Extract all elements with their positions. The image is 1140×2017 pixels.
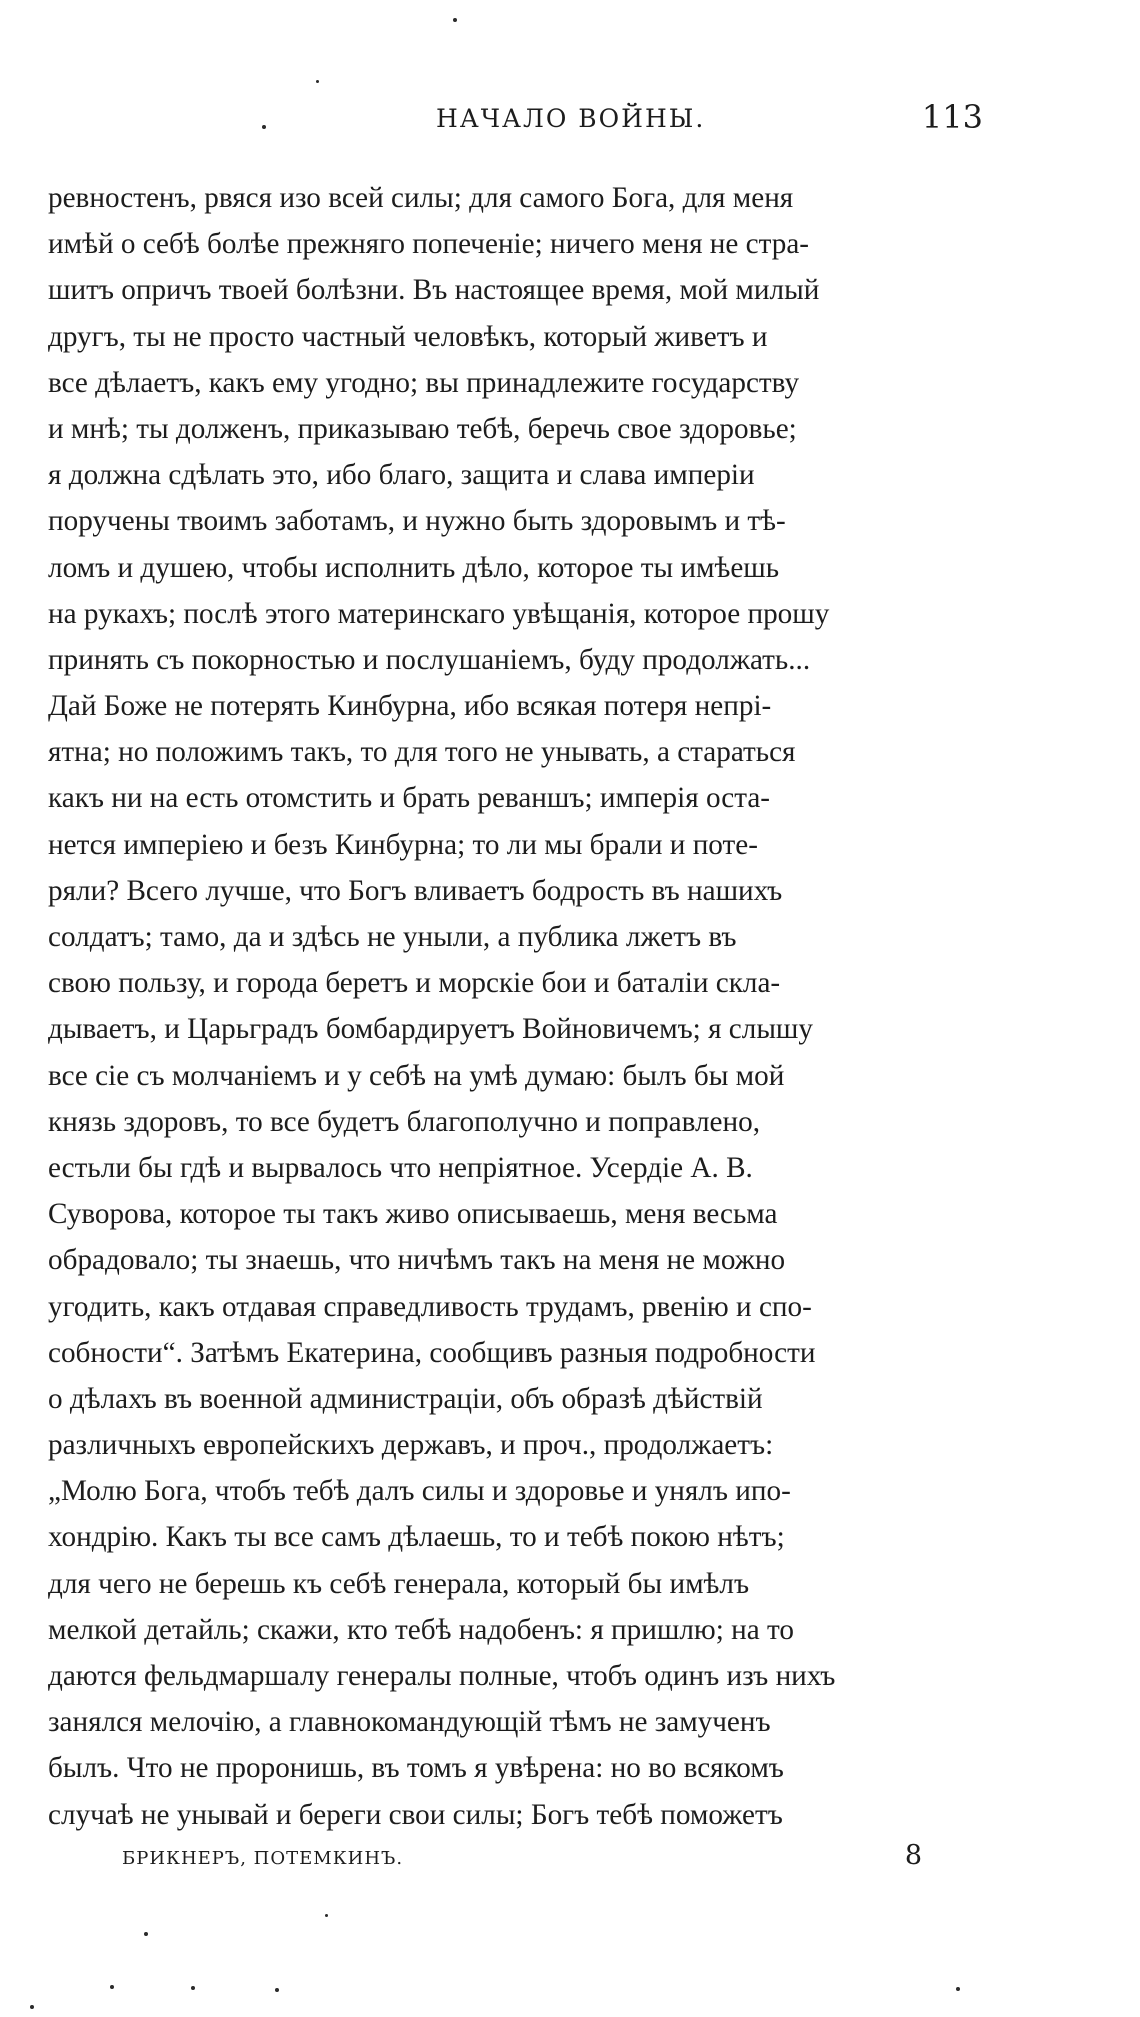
print-speck — [110, 1985, 114, 1989]
print-speck — [275, 1988, 279, 1992]
text-line: о дѣлахъ въ военной администраціи, объ образѣ дѣйствій — [48, 1382, 763, 1415]
print-speck — [30, 2005, 34, 2009]
text-line: принять съ покорностью и послушаніемъ, буду продолжать... — [48, 643, 811, 676]
text-line: шитъ опричъ твоей болѣзни. Въ настоящее время, мой милый — [48, 274, 820, 307]
text-line: другъ, ты не просто частный человѣкъ, который живетъ и — [48, 320, 768, 353]
text-line: ревностенъ, рвяся изо всей силы; для самого Бога, для меня — [48, 182, 794, 214]
text-line: и мнѣ; ты долженъ, приказываю тебѣ, беречь свое здоровье; — [48, 412, 797, 445]
signature-line — [122, 1840, 922, 1880]
printer-signature: БРИКНЕРЪ, ПОТЕМКИНЪ. — [122, 1848, 404, 1869]
text-line: все дѣлаетъ, какъ ему угодно; вы принадлежите государству — [48, 366, 800, 399]
text-line: свою пользу, и города беретъ и морскіе бои и баталіи скла- — [48, 967, 781, 1000]
text-line: даются фельдмаршалу генералы полные, чтобъ одинъ изъ нихъ — [48, 1660, 836, 1692]
text-line: угодить, какъ отдавая справедливость трудамъ, рвенію и спо- — [48, 1290, 812, 1323]
print-speck — [144, 1932, 148, 1936]
text-line: ломъ и душею, чтобы исполнить дѣло, которое ты имѣешь — [48, 551, 780, 584]
page-number: 113 — [921, 98, 983, 136]
text-line: занялся мелочію, а главнокомандующій тѣмъ не замученъ — [48, 1706, 771, 1739]
running-title: НАЧАЛО ВОЙНЫ. — [436, 104, 706, 133]
print-speck — [325, 1914, 328, 1917]
text-line: ятна; но положимъ такъ, то для того не унывать, а стараться — [48, 736, 796, 769]
text-line: ряли? Всего лучше, что Богъ вливаетъ бодрость въ нашихъ — [48, 874, 783, 907]
text-line: Суворова, которое ты такъ живо описываешь, меня весьма — [48, 1198, 778, 1231]
text-line: „Молю Бога, чтобъ тебѣ далъ силы и здоровье и унялъ ипо- — [48, 1475, 791, 1508]
print-speck — [262, 125, 266, 129]
text-line: нется имперіею и безъ Кинбурна; то ли мы брали и поте- — [48, 828, 758, 861]
text-line: различныхъ европейскихъ державъ, и проч., продолжаетъ: — [48, 1429, 774, 1462]
text-line: все сіе съ молчаніемъ и у себѣ на умѣ думаю: былъ бы мой — [48, 1059, 785, 1092]
text-line: я должна сдѣлать это, ибо благо, защита и слава имперіи — [48, 459, 755, 492]
body-text — [48, 175, 983, 1838]
text-line: естьли бы гдѣ и вырвалось что непріятное. Усердіе А. В. — [48, 1151, 753, 1184]
text-line: на рукахъ; послѣ этого материнскаго увѣщанія, которое прошу — [48, 597, 830, 630]
text-line: солдатъ; тамо, да и здѣсь не уныли, а публика лжетъ въ — [48, 921, 737, 953]
text-line: князь здоровъ, то все будетъ благополучно и поправлено, — [48, 1105, 760, 1138]
text-line: былъ. Что не проронишь, въ томъ я увѣрена: но во всякомъ — [48, 1752, 784, 1785]
text-line: дываетъ, и Царьградъ бомбардируетъ Войновичемъ; я слышу — [48, 1013, 814, 1046]
text-line: для чего не берешь къ себѣ генерала, который бы имѣлъ — [48, 1567, 750, 1600]
text-line: хондрію. Какъ ты все самъ дѣлаешь, то и тебѣ покою нѣтъ; — [48, 1521, 785, 1554]
text-line: имѣй о себѣ болѣе прежняго попеченіе; ничего меня не стра- — [48, 228, 810, 261]
running-head — [48, 98, 983, 142]
print-speck — [956, 1987, 960, 1991]
text-line: обрадовало; ты знаешь, что ничѣмъ такъ на меня не можно — [48, 1244, 786, 1277]
text-line: мелкой детайль; скажи, кто тебѣ надобенъ: я пришлю; на то — [48, 1613, 794, 1646]
print-speck — [191, 1986, 195, 1990]
text-line: какъ ни на есть отомстить и брать реваншъ; имперія оста- — [48, 782, 771, 815]
signature-mark: 8 — [904, 1840, 922, 1871]
text-line: случаѣ не унывай и береги свои силы; Богъ тебѣ поможетъ — [48, 1798, 783, 1831]
text-line: собности“. Затѣмъ Екатерина, сообщивъ разныя подробности — [48, 1336, 816, 1369]
text-line: Дай Боже не потерять Кинбурна, ибо всякая потеря непрі- — [48, 690, 772, 723]
text-line: поручены твоимъ заботамъ, и нужно быть здоровымъ и тѣ- — [48, 505, 786, 538]
print-speck — [316, 80, 319, 83]
print-speck — [453, 18, 457, 22]
